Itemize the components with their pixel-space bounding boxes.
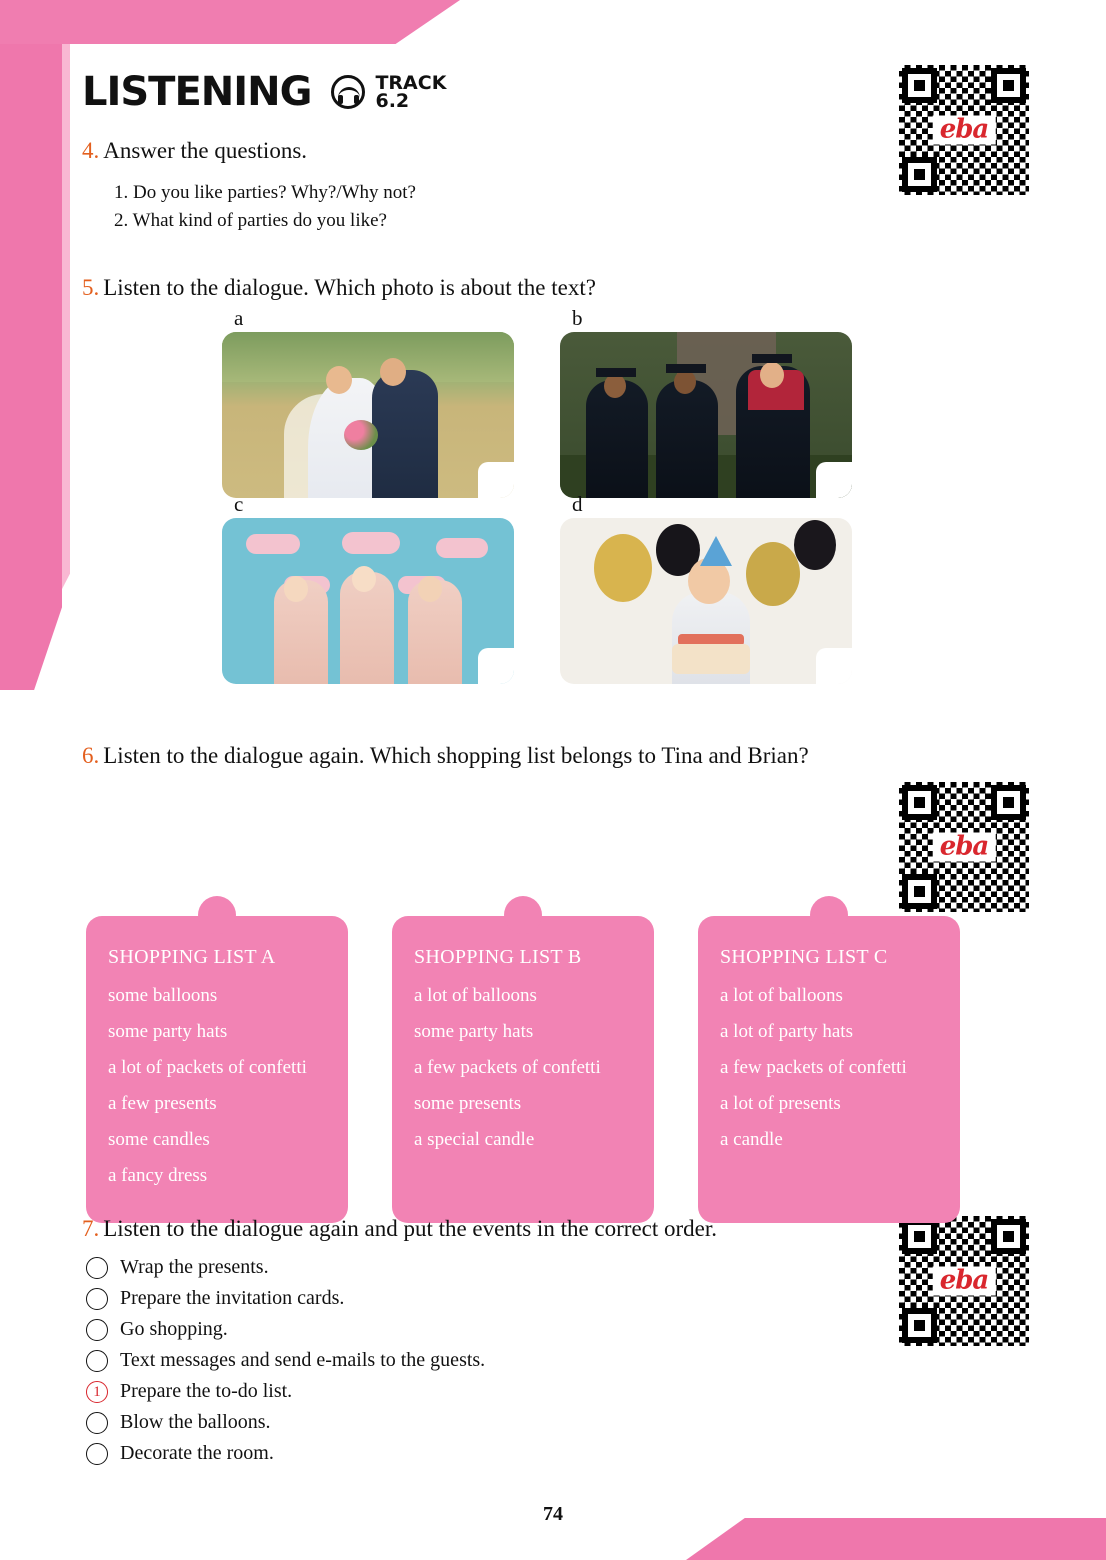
qr-code-exercise-6[interactable] <box>896 779 1032 915</box>
list-item: some party hats <box>108 1021 228 1042</box>
order-bubble[interactable] <box>86 1443 108 1465</box>
list-item: a few packets of confetti <box>720 1057 907 1078</box>
photo-sky <box>222 332 514 382</box>
card-tab <box>198 896 236 934</box>
list-item: a few presents <box>108 1093 217 1114</box>
list-item: some candles <box>108 1129 210 1150</box>
exercise-6 <box>82 743 809 769</box>
list-item: a candle <box>720 1129 783 1150</box>
order-bubble[interactable] <box>86 1412 108 1434</box>
exercise-5-number: 5. <box>82 275 100 300</box>
option-label: Prepare the invitation cards. <box>120 1287 345 1309</box>
photo-groom <box>372 370 438 498</box>
list-item[interactable] <box>86 1380 485 1403</box>
order-bubble[interactable] <box>86 1350 108 1372</box>
card-tab <box>810 896 848 934</box>
option-label: Wrap the presents. <box>120 1256 269 1278</box>
page-number: 74 <box>543 1503 563 1525</box>
list-item: a lot of packets of confetti <box>108 1057 307 1078</box>
photo-mortarboard-2 <box>666 364 706 373</box>
photo-bouquet <box>344 420 378 450</box>
photo-groom-head <box>380 358 406 386</box>
qr-finder-bottom-left <box>902 874 937 909</box>
list-item: a special candle <box>414 1129 535 1150</box>
photo-corner-notch <box>816 648 852 684</box>
photo-cloud <box>246 534 300 554</box>
photo-grid <box>222 306 872 704</box>
exercise-4-heading <box>82 138 416 164</box>
order-bubble-filled[interactable]: 1 <box>86 1381 108 1403</box>
photo-cloud <box>342 532 400 554</box>
photo-label-a: a <box>234 306 244 330</box>
exercise-7-options <box>86 1256 485 1473</box>
photo-label-d: d <box>572 492 583 516</box>
list-item: some presents <box>414 1093 522 1114</box>
list-item: some balloons <box>108 985 218 1006</box>
photo-option-a[interactable] <box>222 306 514 498</box>
photo-graduate-1-head <box>604 374 626 398</box>
exercise-5-prompt: Listen to the dialogue. Which photo is about the text? <box>103 275 596 300</box>
list-item: 1. Do you like parties? Why?/Why not? <box>114 182 416 203</box>
exercise-4-prompt: Answer the questions. <box>103 138 308 163</box>
option-label: Go shopping. <box>120 1318 228 1340</box>
page-title: LISTENING <box>82 69 312 115</box>
eba-logo: eba <box>933 833 996 862</box>
list-item: some party hats <box>414 1021 534 1042</box>
photo-balloon-gold <box>594 534 652 602</box>
photo-mortarboard-1 <box>596 368 636 377</box>
photo-label-b: b <box>572 306 583 330</box>
option-label: Blow the balloons. <box>120 1411 271 1433</box>
section-header <box>82 69 447 115</box>
photo-mortarboard-3 <box>752 354 792 363</box>
list-item: 2. What kind of parties do you like? <box>114 210 387 231</box>
qr-finder-top-left <box>902 785 937 820</box>
photo-corner-notch <box>478 648 514 684</box>
card-tab <box>504 896 542 934</box>
list-item[interactable] <box>86 1318 485 1341</box>
qr-finder-top-right <box>991 785 1026 820</box>
shopping-list-c[interactable] <box>698 916 960 1223</box>
qr-code-exercise-5[interactable] <box>896 62 1032 198</box>
list-item: a lot of balloons <box>720 985 843 1006</box>
shopping-lists <box>86 916 960 1223</box>
qr-finder-bottom-left <box>902 1308 937 1343</box>
photo-balloon-black <box>794 520 836 570</box>
order-bubble[interactable] <box>86 1257 108 1279</box>
photo-girl-1-head <box>284 576 308 602</box>
photo-option-b[interactable] <box>560 306 852 498</box>
photo-row <box>222 306 872 498</box>
eba-logo: eba <box>933 1267 996 1296</box>
photo-label-c: c <box>234 492 244 516</box>
photo-pyjama-party[interactable] <box>222 518 514 684</box>
exercise-5 <box>82 275 596 301</box>
list-item: a lot of presents <box>720 1093 841 1114</box>
order-bubble[interactable] <box>86 1288 108 1310</box>
shopping-list-c-title: SHOPPING LIST C <box>720 946 888 968</box>
order-bubble[interactable] <box>86 1319 108 1341</box>
photo-graduate-3-head <box>760 362 784 388</box>
list-item: a lot of party hats <box>720 1021 853 1042</box>
photo-girl-2-head <box>352 566 376 592</box>
exercise-6-prompt: Listen to the dialogue again. Which shopping list belongs to Tina and Brian? <box>103 743 809 768</box>
photo-cake <box>672 644 750 674</box>
exercise-7-number: 7. <box>82 1216 100 1241</box>
photo-graduate-2 <box>656 380 718 498</box>
qr-finder-top-right <box>991 68 1026 103</box>
shopping-list-a[interactable] <box>86 916 348 1223</box>
photo-wedding[interactable] <box>222 332 514 498</box>
photo-birthday[interactable] <box>560 518 852 684</box>
qr-finder-top-right <box>991 1219 1026 1254</box>
photo-option-c[interactable] <box>222 492 514 684</box>
list-item[interactable] <box>86 1411 485 1434</box>
photo-graduation[interactable] <box>560 332 852 498</box>
eba-logo: eba <box>933 116 996 145</box>
photo-girl-3-head <box>418 576 442 602</box>
list-item: a lot of balloons <box>414 985 537 1006</box>
photo-option-d[interactable] <box>560 492 852 684</box>
photo-balloon-gold <box>746 542 800 606</box>
headphones-icon <box>331 75 365 109</box>
exercise-6-number: 6. <box>82 743 100 768</box>
photo-graduate-2-head <box>674 370 696 394</box>
list-item[interactable] <box>86 1349 485 1372</box>
shopping-list-b-title: SHOPPING LIST B <box>414 946 582 968</box>
shopping-list-a-title: SHOPPING LIST A <box>108 946 276 968</box>
option-label: Prepare the to-do list. <box>120 1380 293 1402</box>
exercise-7 <box>82 1216 717 1242</box>
option-label: Decorate the room. <box>120 1442 274 1464</box>
photo-party-hat <box>700 536 732 566</box>
exercise-4 <box>82 138 416 238</box>
photo-row <box>222 492 872 684</box>
track-label-line2: 6.2 <box>375 90 410 112</box>
photo-corner-notch <box>478 462 514 498</box>
photo-cloud <box>436 538 488 558</box>
track-label <box>375 71 447 112</box>
list-item[interactable] <box>86 1256 485 1279</box>
track-label-line1: TRACK <box>375 71 447 94</box>
qr-finder-top-left <box>902 68 937 103</box>
option-label: Text messages and send e-mails to the guests. <box>120 1349 486 1371</box>
list-item: a fancy dress <box>108 1165 208 1186</box>
list-item: a few packets of confetti <box>414 1057 601 1078</box>
photo-bride-head <box>326 366 352 394</box>
qr-finder-bottom-left <box>902 157 937 192</box>
exercise-4-questions <box>114 182 416 232</box>
qr-finder-top-left <box>902 1219 937 1254</box>
exercise-7-prompt: Listen to the dialogue again and put the events in the correct order. <box>103 1216 718 1241</box>
qr-code-exercise-7[interactable] <box>896 1213 1032 1349</box>
photo-corner-notch <box>816 462 852 498</box>
exercise-4-number: 4. <box>82 138 100 163</box>
shopping-list-b[interactable] <box>392 916 654 1223</box>
list-item[interactable] <box>86 1442 485 1465</box>
list-item[interactable] <box>86 1287 485 1310</box>
